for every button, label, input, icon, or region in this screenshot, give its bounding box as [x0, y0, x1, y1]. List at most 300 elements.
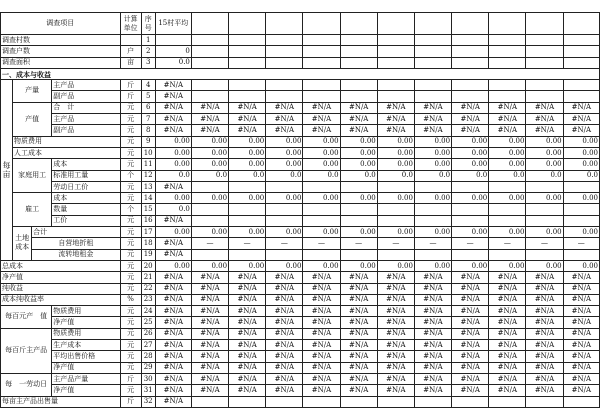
value-cell[interactable]: 0.00	[563, 147, 599, 158]
value-cell[interactable]: #N/A	[266, 328, 303, 339]
value-cell[interactable]: #N/A	[452, 283, 489, 294]
value-cell[interactable]	[526, 46, 563, 57]
value-cell[interactable]: #N/A	[229, 294, 266, 305]
value-cell[interactable]: 0.00	[155, 227, 191, 238]
value-cell[interactable]: #N/A	[377, 125, 414, 136]
value-cell[interactable]: 0.0	[563, 170, 599, 181]
value-cell[interactable]: 0.00	[340, 227, 377, 238]
value-cell[interactable]	[266, 396, 303, 407]
value-cell[interactable]	[340, 204, 377, 215]
value-cell[interactable]: #N/A	[377, 294, 414, 305]
value-cell[interactable]: 0.0	[155, 170, 191, 181]
value-cell[interactable]: 0.00	[191, 159, 228, 170]
value-cell[interactable]: 0.00	[452, 193, 489, 204]
value-cell[interactable]: #N/A	[563, 328, 599, 339]
value-cell[interactable]	[452, 215, 489, 226]
value-cell[interactable]: —	[563, 238, 599, 249]
value-cell[interactable]: 0.00	[191, 136, 228, 147]
value-cell[interactable]: #N/A	[155, 351, 191, 362]
value-cell[interactable]: 0.00	[452, 136, 489, 147]
value-cell[interactable]: #N/A	[229, 362, 266, 373]
value-cell[interactable]: #N/A	[377, 306, 414, 317]
value-cell[interactable]	[340, 215, 377, 226]
value-cell[interactable]: #N/A	[377, 351, 414, 362]
value-cell[interactable]: #N/A	[229, 272, 266, 283]
value-cell[interactable]: #N/A	[266, 125, 303, 136]
value-cell[interactable]: 0.00	[414, 159, 451, 170]
value-cell[interactable]	[229, 35, 266, 46]
value-cell[interactable]: #N/A	[340, 114, 377, 125]
value-cell[interactable]: #N/A	[340, 373, 377, 384]
value-cell[interactable]: 0.0	[303, 170, 340, 181]
value-cell[interactable]: #N/A	[303, 283, 340, 294]
value-cell[interactable]	[340, 46, 377, 57]
value-cell[interactable]: #N/A	[229, 385, 266, 396]
value-cell[interactable]: 0.00	[303, 147, 340, 158]
value-cell[interactable]	[377, 181, 414, 192]
value-cell[interactable]: #N/A	[526, 283, 563, 294]
value-cell[interactable]	[526, 91, 563, 102]
value-cell[interactable]: #N/A	[563, 340, 599, 351]
value-cell[interactable]: #N/A	[526, 385, 563, 396]
value-cell[interactable]: 0.0	[340, 170, 377, 181]
value-cell[interactable]: #N/A	[452, 351, 489, 362]
value-cell[interactable]: #N/A	[191, 328, 228, 339]
value-cell[interactable]: 0.00	[414, 227, 451, 238]
value-cell[interactable]: 0.00	[229, 227, 266, 238]
value-cell[interactable]: 0.00	[155, 193, 191, 204]
value-cell[interactable]: 0.0	[229, 170, 266, 181]
value-cell[interactable]: #N/A	[414, 373, 451, 384]
value-cell[interactable]: 0.0	[155, 57, 191, 68]
value-cell[interactable]: #N/A	[526, 294, 563, 305]
value-cell[interactable]	[452, 46, 489, 57]
value-cell[interactable]: #N/A	[452, 317, 489, 328]
value-cell[interactable]	[489, 35, 526, 46]
value-cell[interactable]: #N/A	[414, 340, 451, 351]
value-cell[interactable]: #N/A	[155, 238, 191, 249]
value-cell[interactable]	[377, 35, 414, 46]
value-cell[interactable]: #N/A	[266, 283, 303, 294]
value-cell[interactable]	[303, 35, 340, 46]
value-cell[interactable]: #N/A	[489, 102, 526, 113]
value-cell[interactable]	[563, 396, 599, 407]
value-cell[interactable]: 0.00	[526, 159, 563, 170]
value-cell[interactable]: —	[191, 238, 228, 249]
value-cell[interactable]: #N/A	[191, 351, 228, 362]
value-cell[interactable]: #N/A	[414, 102, 451, 113]
value-cell[interactable]: 0.00	[414, 147, 451, 158]
value-cell[interactable]: 0.00	[340, 193, 377, 204]
value-cell[interactable]: #N/A	[526, 114, 563, 125]
value-cell[interactable]: 0.00	[414, 193, 451, 204]
value-cell[interactable]: #N/A	[414, 306, 451, 317]
value-cell[interactable]: #N/A	[563, 306, 599, 317]
value-cell[interactable]: —	[303, 238, 340, 249]
value-cell[interactable]: #N/A	[155, 328, 191, 339]
value-cell[interactable]	[377, 57, 414, 68]
value-cell[interactable]: #N/A	[489, 385, 526, 396]
value-cell[interactable]: #N/A	[563, 385, 599, 396]
value-cell[interactable]: #N/A	[340, 317, 377, 328]
value-cell[interactable]	[377, 46, 414, 57]
value-cell[interactable]: 0.00	[191, 227, 228, 238]
value-cell[interactable]: #N/A	[452, 362, 489, 373]
value-cell[interactable]: #N/A	[303, 272, 340, 283]
value-cell[interactable]: #N/A	[526, 373, 563, 384]
value-cell[interactable]: #N/A	[191, 283, 228, 294]
value-cell[interactable]: 0.00	[452, 147, 489, 158]
value-cell[interactable]	[526, 396, 563, 407]
value-cell[interactable]	[489, 80, 526, 91]
value-cell[interactable]	[414, 204, 451, 215]
value-cell[interactable]: 0.0	[266, 170, 303, 181]
value-cell[interactable]: 0.00	[266, 147, 303, 158]
value-cell[interactable]	[452, 396, 489, 407]
value-cell[interactable]	[303, 181, 340, 192]
value-cell[interactable]	[340, 80, 377, 91]
value-cell[interactable]: —	[526, 238, 563, 249]
value-cell[interactable]	[414, 181, 451, 192]
value-cell[interactable]: #N/A	[266, 385, 303, 396]
value-cell[interactable]	[229, 57, 266, 68]
value-cell[interactable]: 0.00	[563, 159, 599, 170]
value-cell[interactable]: 0.00	[340, 260, 377, 271]
value-cell[interactable]	[303, 57, 340, 68]
value-cell[interactable]: #N/A	[155, 91, 191, 102]
value-cell[interactable]: 0.00	[414, 136, 451, 147]
value-cell[interactable]: 0.00	[526, 193, 563, 204]
value-cell[interactable]: 0.00	[526, 136, 563, 147]
value-cell[interactable]	[191, 35, 228, 46]
value-cell[interactable]: 0.00	[489, 159, 526, 170]
value-cell[interactable]: #N/A	[266, 362, 303, 373]
value-cell[interactable]: #N/A	[563, 283, 599, 294]
value-cell[interactable]: #N/A	[563, 272, 599, 283]
value-cell[interactable]	[377, 204, 414, 215]
value-cell[interactable]: #N/A	[303, 102, 340, 113]
value-cell[interactable]: 0.0	[526, 170, 563, 181]
value-cell[interactable]: #N/A	[340, 306, 377, 317]
value-cell[interactable]: #N/A	[266, 114, 303, 125]
value-cell[interactable]: 0.00	[229, 136, 266, 147]
value-cell[interactable]: 0.00	[452, 159, 489, 170]
value-cell[interactable]: 0.00	[377, 136, 414, 147]
value-cell[interactable]: #N/A	[340, 294, 377, 305]
value-cell[interactable]	[526, 249, 563, 260]
value-cell[interactable]: #N/A	[452, 294, 489, 305]
value-cell[interactable]	[489, 249, 526, 260]
value-cell[interactable]	[452, 249, 489, 260]
value-cell[interactable]: 0.00	[489, 260, 526, 271]
value-cell[interactable]: #N/A	[526, 102, 563, 113]
value-cell[interactable]: #N/A	[266, 317, 303, 328]
value-cell[interactable]: 0.00	[229, 147, 266, 158]
value-cell[interactable]: #N/A	[526, 125, 563, 136]
value-cell[interactable]	[303, 91, 340, 102]
value-cell[interactable]	[526, 181, 563, 192]
value-cell[interactable]: —	[489, 238, 526, 249]
value-cell[interactable]	[229, 181, 266, 192]
value-cell[interactable]: #N/A	[377, 373, 414, 384]
value-cell[interactable]: #N/A	[155, 385, 191, 396]
value-cell[interactable]	[414, 46, 451, 57]
value-cell[interactable]	[563, 204, 599, 215]
value-cell[interactable]: #N/A	[563, 362, 599, 373]
value-cell[interactable]	[563, 80, 599, 91]
value-cell[interactable]: 0.00	[266, 260, 303, 271]
value-cell[interactable]: 0.00	[414, 260, 451, 271]
value-cell[interactable]	[340, 181, 377, 192]
value-cell[interactable]: #N/A	[191, 306, 228, 317]
value-cell[interactable]: #N/A	[414, 294, 451, 305]
value-cell[interactable]: 0.00	[452, 260, 489, 271]
value-cell[interactable]: #N/A	[489, 114, 526, 125]
value-cell[interactable]: 0.00	[526, 260, 563, 271]
value-cell[interactable]: #N/A	[229, 373, 266, 384]
value-cell[interactable]: #N/A	[155, 249, 191, 260]
value-cell[interactable]: #N/A	[563, 373, 599, 384]
value-cell[interactable]	[303, 396, 340, 407]
value-cell[interactable]: 0.00	[489, 227, 526, 238]
value-cell[interactable]: 0.00	[191, 260, 228, 271]
value-cell[interactable]: #N/A	[340, 351, 377, 362]
value-cell[interactable]: #N/A	[191, 317, 228, 328]
value-cell[interactable]: #N/A	[229, 283, 266, 294]
value-cell[interactable]: #N/A	[563, 294, 599, 305]
value-cell[interactable]: 0.00	[303, 260, 340, 271]
value-cell[interactable]	[377, 91, 414, 102]
value-cell[interactable]	[266, 35, 303, 46]
value-cell[interactable]: 0.00	[266, 227, 303, 238]
value-cell[interactable]: #N/A	[155, 373, 191, 384]
value-cell[interactable]: #N/A	[414, 283, 451, 294]
value-cell[interactable]: 0.00	[563, 193, 599, 204]
value-cell[interactable]: 0.0	[377, 170, 414, 181]
value-cell[interactable]: #N/A	[377, 385, 414, 396]
value-cell[interactable]: 0.0	[155, 204, 191, 215]
value-cell[interactable]: #N/A	[303, 114, 340, 125]
value-cell[interactable]: #N/A	[340, 385, 377, 396]
value-cell[interactable]: 0.00	[155, 260, 191, 271]
value-cell[interactable]	[452, 35, 489, 46]
value-cell[interactable]	[563, 35, 599, 46]
value-cell[interactable]: #N/A	[377, 328, 414, 339]
value-cell[interactable]: 0	[155, 46, 191, 57]
value-cell[interactable]	[191, 80, 228, 91]
value-cell[interactable]: #N/A	[303, 317, 340, 328]
value-cell[interactable]: #N/A	[526, 272, 563, 283]
value-cell[interactable]: 0.00	[526, 227, 563, 238]
value-cell[interactable]: #N/A	[377, 362, 414, 373]
value-cell[interactable]: 0.00	[155, 147, 191, 158]
value-cell[interactable]	[340, 57, 377, 68]
value-cell[interactable]: #N/A	[191, 373, 228, 384]
value-cell[interactable]: #N/A	[191, 102, 228, 113]
value-cell[interactable]: #N/A	[489, 362, 526, 373]
value-cell[interactable]: #N/A	[155, 80, 191, 91]
value-cell[interactable]: #N/A	[303, 340, 340, 351]
value-cell[interactable]	[526, 35, 563, 46]
value-cell[interactable]: #N/A	[489, 351, 526, 362]
value-cell[interactable]: #N/A	[489, 328, 526, 339]
value-cell[interactable]: #N/A	[452, 272, 489, 283]
value-cell[interactable]: —	[229, 238, 266, 249]
value-cell[interactable]: #N/A	[155, 306, 191, 317]
value-cell[interactable]	[526, 80, 563, 91]
value-cell[interactable]: #N/A	[229, 102, 266, 113]
value-cell[interactable]: #N/A	[266, 102, 303, 113]
value-cell[interactable]	[489, 181, 526, 192]
value-cell[interactable]	[340, 249, 377, 260]
value-cell[interactable]: #N/A	[414, 328, 451, 339]
value-cell[interactable]: #N/A	[452, 373, 489, 384]
value-cell[interactable]: #N/A	[452, 328, 489, 339]
value-cell[interactable]	[452, 80, 489, 91]
value-cell[interactable]: #N/A	[303, 328, 340, 339]
value-cell[interactable]	[229, 204, 266, 215]
value-cell[interactable]: —	[377, 238, 414, 249]
value-cell[interactable]	[303, 204, 340, 215]
value-cell[interactable]: 0.00	[377, 159, 414, 170]
value-cell[interactable]: #N/A	[489, 340, 526, 351]
value-cell[interactable]: #N/A	[414, 272, 451, 283]
value-cell[interactable]: #N/A	[414, 125, 451, 136]
value-cell[interactable]: #N/A	[340, 328, 377, 339]
value-cell[interactable]: 0.00	[377, 227, 414, 238]
value-cell[interactable]	[266, 181, 303, 192]
value-cell[interactable]	[266, 91, 303, 102]
value-cell[interactable]: #N/A	[303, 294, 340, 305]
value-cell[interactable]	[191, 181, 228, 192]
value-cell[interactable]: 0.0	[191, 170, 228, 181]
value-cell[interactable]	[377, 249, 414, 260]
value-cell[interactable]: #N/A	[452, 125, 489, 136]
value-cell[interactable]: #N/A	[155, 396, 191, 407]
value-cell[interactable]: #N/A	[452, 114, 489, 125]
value-cell[interactable]: 0.00	[229, 193, 266, 204]
value-cell[interactable]: 0.00	[155, 136, 191, 147]
value-cell[interactable]: #N/A	[303, 306, 340, 317]
value-cell[interactable]: —	[452, 238, 489, 249]
value-cell[interactable]: #N/A	[489, 125, 526, 136]
value-cell[interactable]: 0.00	[563, 136, 599, 147]
value-cell[interactable]	[266, 249, 303, 260]
value-cell[interactable]	[414, 91, 451, 102]
value-cell[interactable]	[452, 91, 489, 102]
value-cell[interactable]: #N/A	[229, 306, 266, 317]
value-cell[interactable]: #N/A	[377, 283, 414, 294]
value-cell[interactable]: 0.00	[563, 227, 599, 238]
value-cell[interactable]: 0.00	[303, 159, 340, 170]
value-cell[interactable]: #N/A	[191, 125, 228, 136]
value-cell[interactable]: #N/A	[155, 362, 191, 373]
value-cell[interactable]: 0.00	[303, 136, 340, 147]
value-cell[interactable]: #N/A	[191, 272, 228, 283]
value-cell[interactable]: #N/A	[303, 351, 340, 362]
value-cell[interactable]: 0.00	[489, 136, 526, 147]
value-cell[interactable]: #N/A	[303, 125, 340, 136]
value-cell[interactable]: #N/A	[229, 351, 266, 362]
value-cell[interactable]: #N/A	[377, 114, 414, 125]
value-cell[interactable]	[452, 181, 489, 192]
value-cell[interactable]: #N/A	[155, 283, 191, 294]
value-cell[interactable]: 0.0	[414, 170, 451, 181]
value-cell[interactable]: #N/A	[191, 114, 228, 125]
value-cell[interactable]: #N/A	[229, 340, 266, 351]
value-cell[interactable]: #N/A	[489, 294, 526, 305]
value-cell[interactable]: 0.00	[452, 227, 489, 238]
value-cell[interactable]: #N/A	[414, 362, 451, 373]
value-cell[interactable]: #N/A	[489, 272, 526, 283]
value-cell[interactable]: 0.00	[340, 159, 377, 170]
value-cell[interactable]: #N/A	[563, 351, 599, 362]
value-cell[interactable]	[563, 91, 599, 102]
value-cell[interactable]	[489, 215, 526, 226]
value-cell[interactable]	[414, 396, 451, 407]
value-cell[interactable]: 0.00	[377, 147, 414, 158]
value-cell[interactable]: #N/A	[340, 362, 377, 373]
value-cell[interactable]: #N/A	[229, 125, 266, 136]
value-cell[interactable]: 0.00	[229, 159, 266, 170]
value-cell[interactable]: #N/A	[414, 114, 451, 125]
value-cell[interactable]	[229, 80, 266, 91]
value-cell[interactable]	[526, 215, 563, 226]
value-cell[interactable]: #N/A	[155, 181, 191, 192]
value-cell[interactable]	[229, 396, 266, 407]
value-cell[interactable]: #N/A	[303, 385, 340, 396]
value-cell[interactable]	[229, 215, 266, 226]
value-cell[interactable]: #N/A	[191, 294, 228, 305]
value-cell[interactable]: 0.00	[229, 260, 266, 271]
value-cell[interactable]: #N/A	[526, 362, 563, 373]
value-cell[interactable]: #N/A	[155, 272, 191, 283]
value-cell[interactable]: #N/A	[229, 114, 266, 125]
value-cell[interactable]: 0.00	[303, 227, 340, 238]
value-cell[interactable]	[266, 46, 303, 57]
value-cell[interactable]	[191, 249, 228, 260]
value-cell[interactable]: #N/A	[489, 306, 526, 317]
value-cell[interactable]: #N/A	[563, 317, 599, 328]
value-cell[interactable]: #N/A	[191, 362, 228, 373]
value-cell[interactable]: #N/A	[452, 102, 489, 113]
value-cell[interactable]	[155, 35, 191, 46]
value-cell[interactable]: #N/A	[489, 373, 526, 384]
value-cell[interactable]: #N/A	[266, 294, 303, 305]
value-cell[interactable]: 0.0	[452, 170, 489, 181]
value-cell[interactable]	[452, 204, 489, 215]
value-cell[interactable]: 0.00	[340, 136, 377, 147]
value-cell[interactable]: #N/A	[377, 340, 414, 351]
value-cell[interactable]: 0.00	[266, 159, 303, 170]
value-cell[interactable]: #N/A	[340, 125, 377, 136]
value-cell[interactable]: #N/A	[340, 283, 377, 294]
value-cell[interactable]: #N/A	[266, 373, 303, 384]
value-cell[interactable]: #N/A	[266, 272, 303, 283]
value-cell[interactable]: #N/A	[452, 385, 489, 396]
value-cell[interactable]	[414, 35, 451, 46]
value-cell[interactable]: 0.0	[489, 170, 526, 181]
value-cell[interactable]	[377, 396, 414, 407]
value-cell[interactable]	[266, 57, 303, 68]
value-cell[interactable]	[229, 249, 266, 260]
value-cell[interactable]: —	[340, 238, 377, 249]
value-cell[interactable]: #N/A	[414, 317, 451, 328]
value-cell[interactable]: #N/A	[155, 294, 191, 305]
value-cell[interactable]: 0.00	[377, 260, 414, 271]
value-cell[interactable]: #N/A	[340, 272, 377, 283]
value-cell[interactable]: #N/A	[563, 125, 599, 136]
